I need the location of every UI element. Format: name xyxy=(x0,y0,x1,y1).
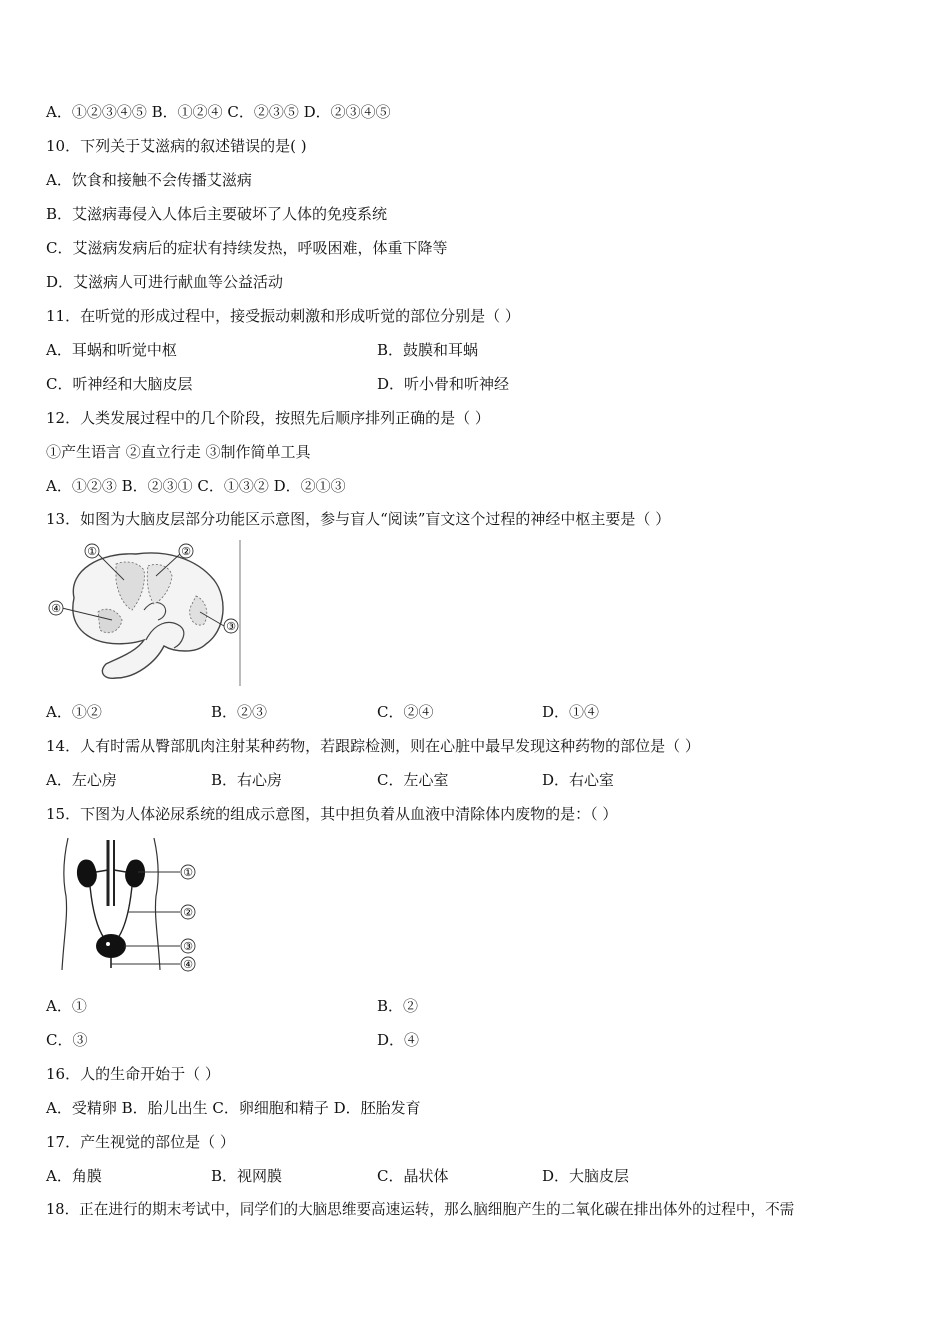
q16-stem: 16．人的生命开始于（ ） xyxy=(46,1065,220,1083)
q14-option-c: C．左心室 xyxy=(377,771,449,789)
brain-diagram xyxy=(46,540,242,686)
brain-label-4: ④ xyxy=(51,602,61,615)
q15-option-a: A．① xyxy=(46,997,87,1015)
q14-option-d: D．右心室 xyxy=(542,771,615,789)
urinary-label-1: ① xyxy=(183,866,193,879)
q17-option-b: B．视网膜 xyxy=(211,1167,283,1185)
q14-stem: 14．人有时需从臀部肌肉注射某种药物，若跟踪检测，则在心脏中最早发现这种药物的部位是（ ） xyxy=(46,737,700,755)
q12-items: ①产生语言 ②直立行走 ③制作简单工具 xyxy=(46,443,311,461)
q11-stem: 11．在听觉的形成过程中，接受振动刺激和形成听觉的部位分别是（ ） xyxy=(46,307,520,325)
urinary-label-4: ④ xyxy=(183,958,193,971)
q10-stem: 10．下列关于艾滋病的叙述错误的是( ) xyxy=(46,137,307,155)
q11-option-d: D．听小骨和听神经 xyxy=(377,375,510,393)
q18-stem: 18．正在进行的期末考试中，同学们的大脑思维要高速运转，那么脑细胞产生的二氧化碳在排出体外的过程中，不需 xyxy=(46,1201,795,1218)
urinary-system-figure xyxy=(56,836,202,972)
q12-options: A．①②③ B．②③① C．①③② D．②①③ xyxy=(46,477,346,495)
q15-stem: 15．下图为人体泌尿系统的组成示意图，其中担负着从血液中清除体内废物的是：（ ） xyxy=(46,805,618,823)
q17-option-a: A．角膜 xyxy=(46,1167,102,1185)
brain-label-1: ① xyxy=(87,545,97,558)
q17-option-d: D．大脑皮层 xyxy=(542,1167,630,1185)
q13-option-a: A．①② xyxy=(46,703,102,721)
q15-option-d: D．④ xyxy=(377,1031,420,1049)
q16-options: A．受精卵 B．胎儿出生 C．卵细胞和精子 D．胚胎发育 xyxy=(46,1099,421,1117)
brain-label-3: ③ xyxy=(226,620,236,633)
brain-label-2: ② xyxy=(181,545,191,558)
urinary-label-2: ② xyxy=(183,906,193,919)
q10-option-b: B．艾滋病毒侵入人体后主要破坏了人体的免疫系统 xyxy=(46,205,388,223)
q10-option-d: D．艾滋病人可进行献血等公益活动 xyxy=(46,273,284,291)
q12-stem: 12．人类发展过程中的几个阶段，按照先后顺序排列正确的是（ ） xyxy=(46,409,490,427)
brain-cortex-figure xyxy=(46,540,242,686)
q14-option-a: A．左心房 xyxy=(46,771,117,789)
q17-stem: 17．产生视觉的部位是（ ） xyxy=(46,1133,235,1151)
q10-option-c: C．艾滋病发病后的症状有持续发热，呼吸困难，体重下降等 xyxy=(46,239,448,257)
q13-option-c: C．②④ xyxy=(377,703,434,721)
q11-option-b: B．鼓膜和耳蜗 xyxy=(377,341,479,359)
q13-option-d: D．①④ xyxy=(542,703,600,721)
q15-option-b: B．② xyxy=(377,997,419,1015)
q10-option-a: A．饮食和接触不会传播艾滋病 xyxy=(46,171,252,189)
q14-option-b: B．右心房 xyxy=(211,771,283,789)
q13-option-b: B．②③ xyxy=(211,703,268,721)
urinary-label-3: ③ xyxy=(183,940,193,953)
q13-stem: 13．如图为大脑皮层部分功能区示意图，参与盲人“阅读”盲文这个过程的神经中枢主要是（ ） xyxy=(46,510,671,528)
urinary-diagram xyxy=(56,836,202,972)
q11-option-a: A．耳蜗和听觉中枢 xyxy=(46,341,177,359)
q15-option-c: C．③ xyxy=(46,1031,88,1049)
q17-option-c: C．晶状体 xyxy=(377,1167,449,1185)
q11-option-c: C．听神经和大脑皮层 xyxy=(46,375,193,393)
q9-options: A．①②③④⑤ B．①②④ C．②③⑤ D．②③④⑤ xyxy=(46,103,391,121)
